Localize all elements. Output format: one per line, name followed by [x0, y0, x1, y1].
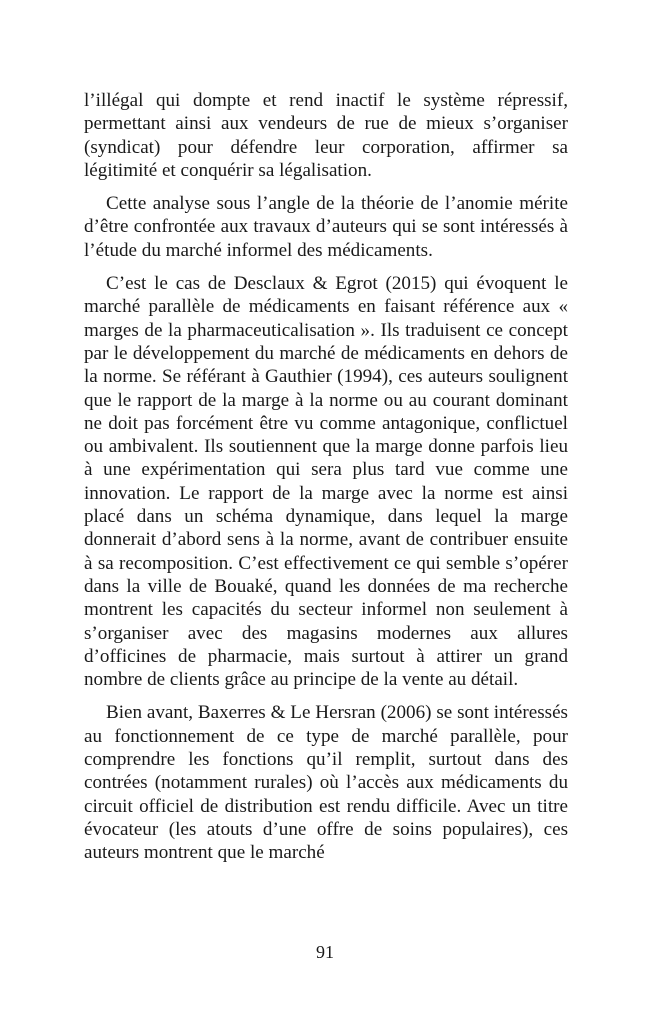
paragraph-continuation: l’illégal qui dompte et rend inactif le système répressif, permettant ainsi aux vendeurs de rue de mieux s’organiser (syndicat) pour défendre leur corporation, affirmer sa légitimité et conquérir sa légalisation.: [84, 90, 568, 181]
paragraph-desclaux-egrot: C’est le cas de Desclaux & Egrot (2015) qui évoquent le marché parallèle de médicaments en faisant référence aux « marges de la pharmaceuticalisation ». Ils traduisent ce concept par le développement du marché de médicaments en dehors de la norme. Se référant à Gauthier (1994), ces auteurs soulignent que le rapport de la marge à la norme ou au courant dominant ne doit pas forcément être vu comme antagonique, conflictuel ou ambivalent. Ils soutiennent que la marge donne parfois lieu à une expérimentation qui sera plus tard vue comme une innovation. Le rapport de la marge avec la norme est ainsi placé dans un schéma dynamique, dans lequel la marge donnerait d’abord sens à la norme, avant de contribuer ensuite à sa recomposition. C’est effectivement ce qui semble s’opérer dans la ville de Bouaké, quand les données de ma recherche montrent les capacités du secteur informel non seulement à s’organiser avec des magasins modernes aux allures d’officines de pharmacie, mais surtout à attirer un grand nombre de clients grâce au principe de la vente au détail.: [84, 273, 568, 691]
page-number: 91: [316, 942, 334, 962]
paragraph-anomie-analysis: Cette analyse sous l’angle de la théorie de l’anomie mérite d’être confrontée aux travaux d’auteurs qui se sont intéressés à l’étude du marché informel des médicaments.: [84, 193, 568, 261]
paragraph-baxerres-le-hersran: Bien avant, Baxerres & Le Hersran (2006) se sont intéressés au fonctionnement de ce type de marché parallèle, pour comprendre les fonctions qu’il remplit, surtout dans des contrées (notamment rurales) où l’accès aux médicaments du circuit officiel de distribution est rendu difficile. Avec un titre évocateur (les atouts d’une offre de soins populaires), ces auteurs montrent que le marché: [84, 702, 568, 864]
body-text: [84, 89, 568, 865]
